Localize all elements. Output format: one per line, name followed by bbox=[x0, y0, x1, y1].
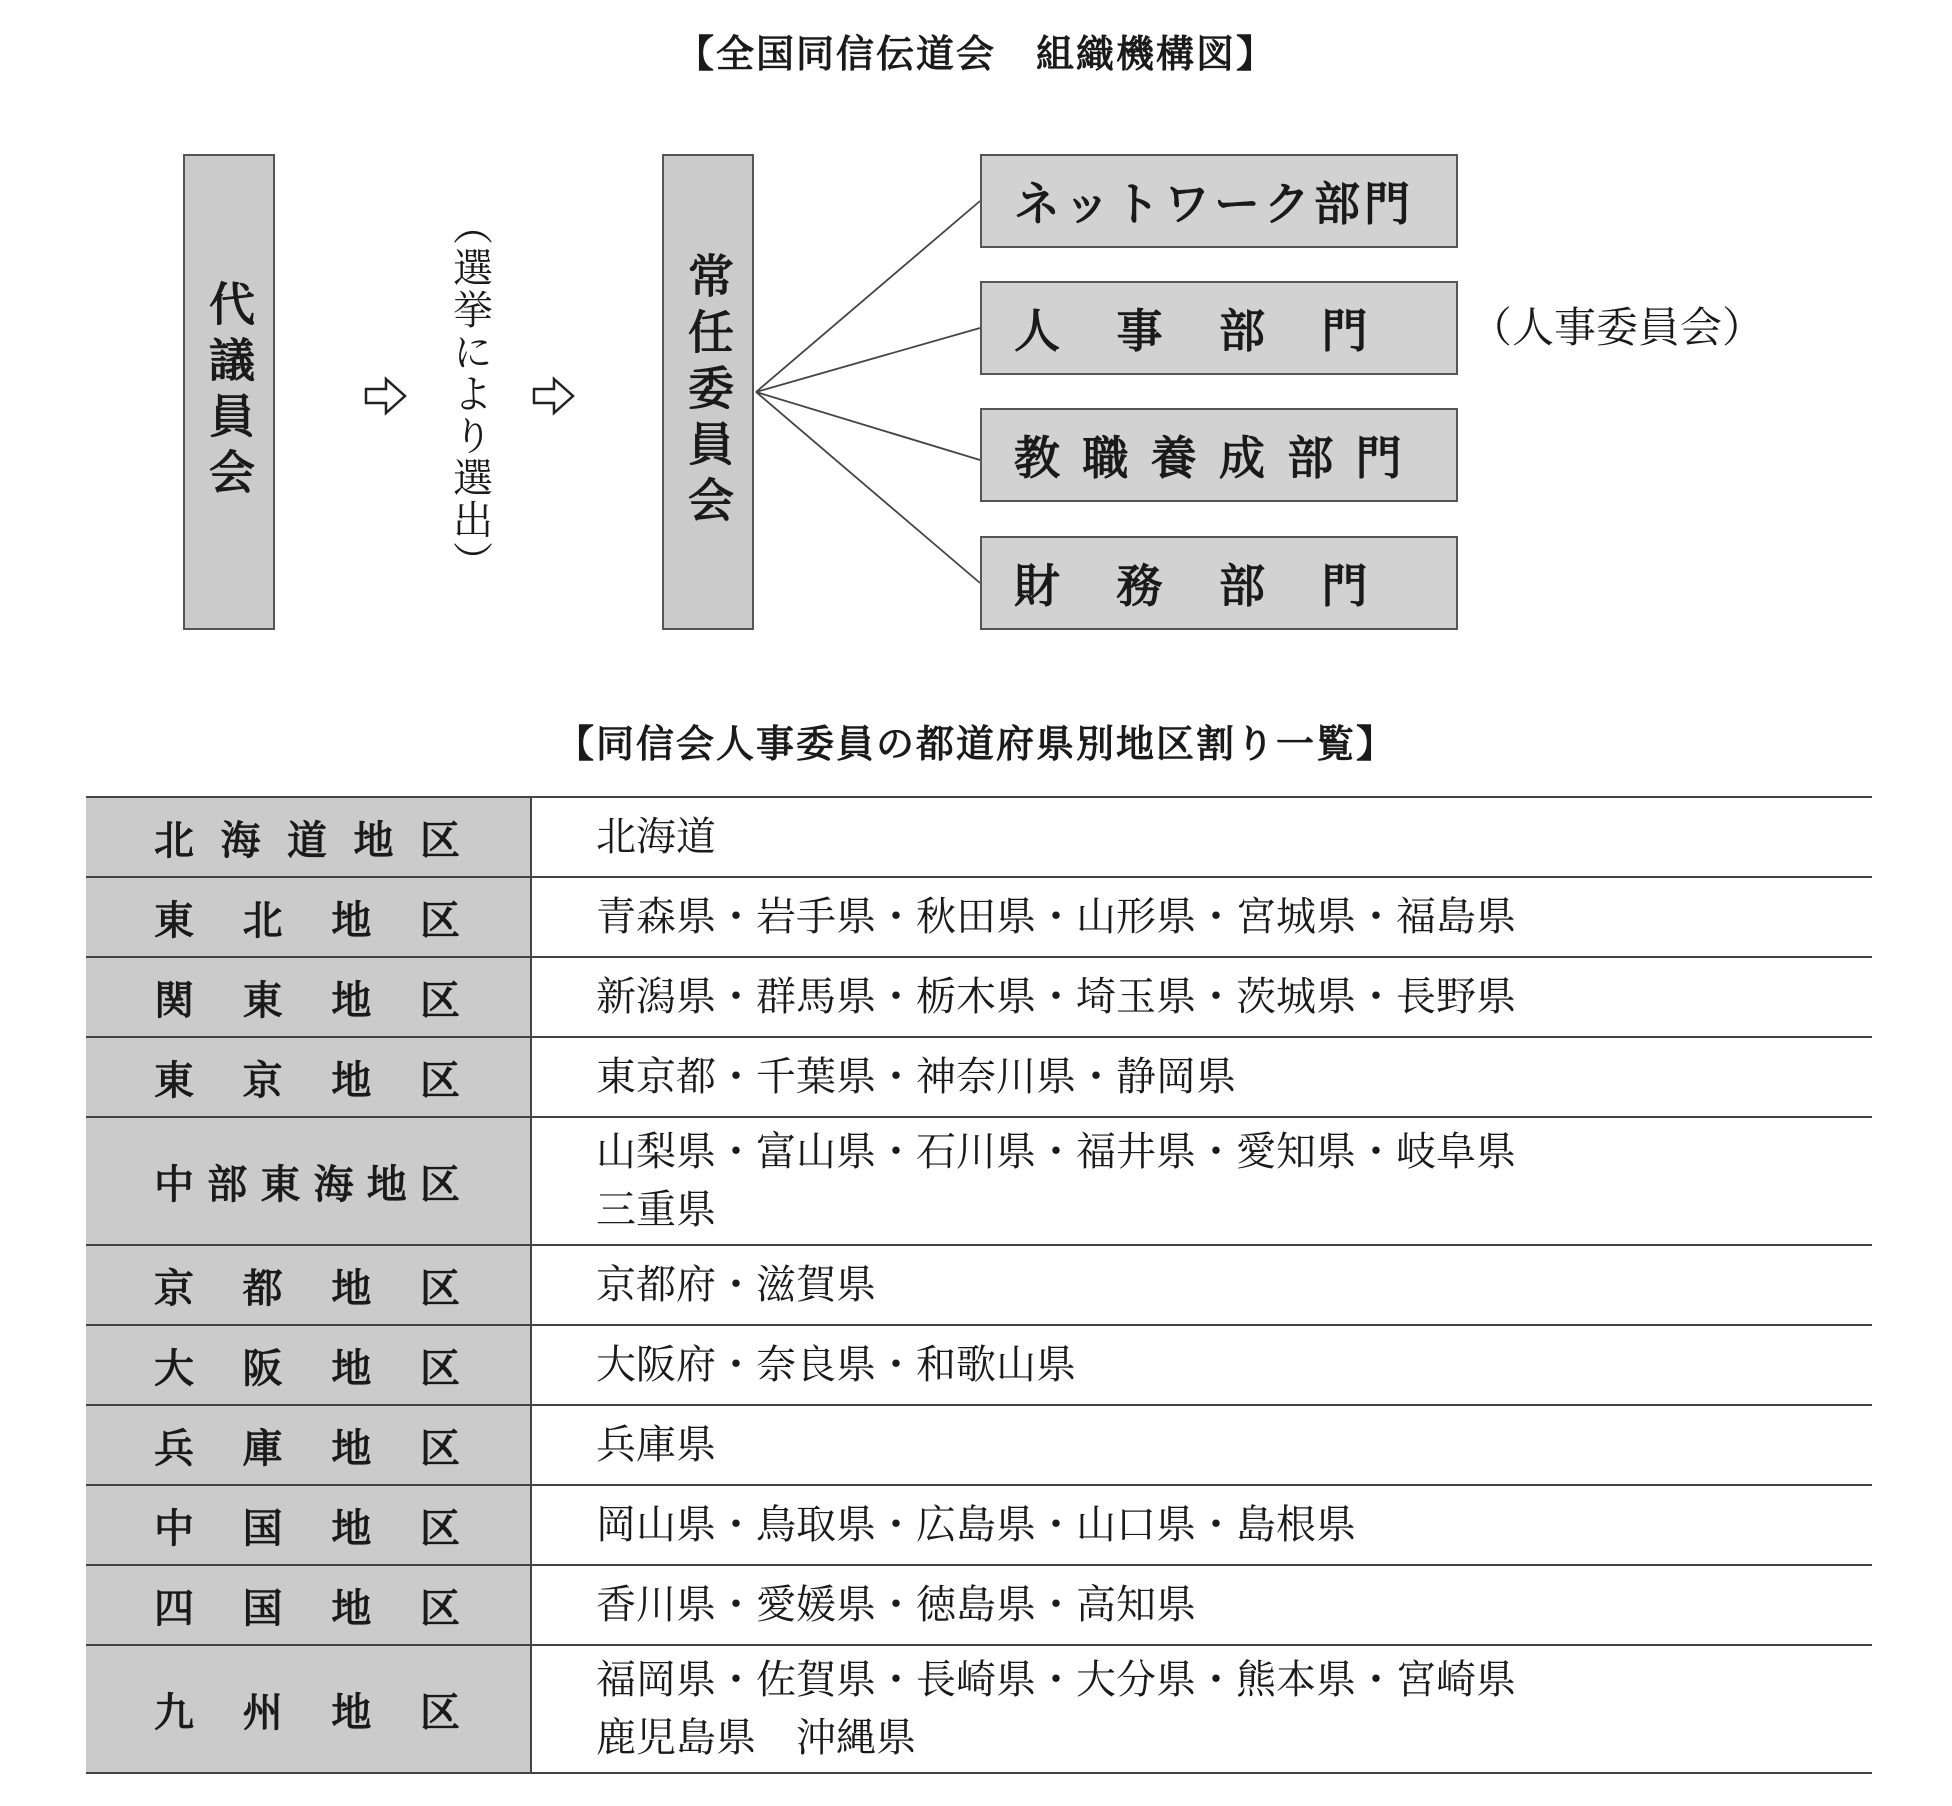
region-name-cell bbox=[86, 877, 531, 957]
connector-line bbox=[756, 201, 980, 392]
hr-committee-note: （人事委員会） bbox=[1470, 303, 1765, 352]
region-name-cell bbox=[86, 1117, 531, 1245]
region-name-cell bbox=[86, 957, 531, 1037]
dept-finance-box bbox=[980, 536, 1458, 630]
region-row bbox=[86, 797, 1872, 877]
region-row bbox=[86, 1245, 1872, 1325]
region-name: 東 北 地 区 bbox=[154, 897, 460, 944]
region-name-cell bbox=[86, 1645, 531, 1773]
prefecture-list-cell bbox=[531, 1405, 1872, 1485]
region-name: 大 阪 地 区 bbox=[154, 1345, 460, 1392]
region-row bbox=[86, 1485, 1872, 1565]
region-row bbox=[86, 1325, 1872, 1405]
prefecture-list-cell bbox=[531, 1325, 1872, 1405]
dept-personnel-box bbox=[980, 281, 1458, 375]
region-row bbox=[86, 1117, 1872, 1245]
prefecture-list-cell bbox=[531, 1117, 1872, 1245]
prefecture-list: 新潟県・群馬県・栃木県・埼玉県・茨城県・長野県 bbox=[596, 974, 1516, 1020]
prefecture-list-cell bbox=[531, 1565, 1872, 1645]
prefecture-list: 東京都・千葉県・神奈川県・静岡県 bbox=[596, 1054, 1236, 1100]
connector-line bbox=[756, 392, 980, 460]
prefecture-list: 京都府・滋賀県 bbox=[596, 1262, 876, 1308]
prefecture-list-cell bbox=[531, 797, 1872, 877]
dept-clergy-training-box bbox=[980, 408, 1458, 502]
region-name-cell bbox=[86, 1405, 531, 1485]
standing-committee-label: 常任委員会 bbox=[681, 252, 735, 532]
prefecture-list: 兵庫県 bbox=[596, 1422, 716, 1468]
right-arrow-icon bbox=[530, 374, 578, 418]
region-name: 関 東 地 区 bbox=[154, 977, 460, 1024]
prefecture-list: 三重県 bbox=[596, 1187, 716, 1233]
region-name-cell bbox=[86, 1245, 531, 1325]
dept-label: 人 事 部 門 bbox=[1014, 304, 1368, 358]
prefecture-list-cell bbox=[531, 1645, 1872, 1773]
region-name: 東 京 地 区 bbox=[154, 1057, 460, 1104]
delegates-box bbox=[183, 154, 275, 630]
prefecture-list: 青森県・岩手県・秋田県・山形県・宮城県・福島県 bbox=[596, 894, 1516, 940]
dept-network-box bbox=[980, 154, 1458, 248]
region-row bbox=[86, 1405, 1872, 1485]
region-table-body bbox=[86, 797, 1872, 1773]
region-name-cell bbox=[86, 1485, 531, 1565]
org-chart-title: 【全国同信伝道会 組織機構図】 bbox=[675, 32, 1276, 76]
region-row bbox=[86, 1565, 1872, 1645]
region-name-cell bbox=[86, 1037, 531, 1117]
prefecture-list-cell bbox=[531, 877, 1872, 957]
connector-line bbox=[756, 392, 980, 583]
region-name: 京 都 地 区 bbox=[154, 1265, 460, 1312]
prefecture-list: 鹿児島県 沖縄県 bbox=[596, 1715, 916, 1761]
region-table-title: 【同信会人事委員の都道府県別地区割り一覧】 bbox=[555, 722, 1396, 766]
region-row bbox=[86, 877, 1872, 957]
election-note bbox=[440, 205, 500, 585]
prefecture-list: 山梨県・富山県・石川県・福井県・愛知県・岐阜県 bbox=[596, 1129, 1516, 1175]
delegates-label: 代議員会 bbox=[202, 280, 256, 504]
region-table bbox=[86, 796, 1872, 1774]
region-name: 北 海 道 地 区 bbox=[154, 817, 460, 864]
prefecture-list: 大阪府・奈良県・和歌山県 bbox=[596, 1342, 1076, 1388]
standing-committee-box bbox=[662, 154, 754, 630]
prefecture-list-cell bbox=[531, 957, 1872, 1037]
region-name-cell bbox=[86, 1325, 531, 1405]
region-name: 中 国 地 区 bbox=[154, 1505, 460, 1552]
region-name: 兵 庫 地 区 bbox=[154, 1425, 460, 1472]
region-name: 四 国 地 区 bbox=[154, 1585, 460, 1632]
region-name-cell bbox=[86, 797, 531, 877]
region-name-cell bbox=[86, 1565, 531, 1645]
right-arrow-icon bbox=[362, 374, 410, 418]
connector-line bbox=[756, 328, 980, 392]
region-row bbox=[86, 957, 1872, 1037]
dept-label: 財 務 部 門 bbox=[1014, 559, 1368, 613]
dept-label: 教 職 養 成 部 門 bbox=[1014, 431, 1402, 485]
prefecture-list: 岡山県・鳥取県・広島県・山口県・島根県 bbox=[596, 1502, 1356, 1548]
region-row bbox=[86, 1037, 1872, 1117]
prefecture-list: 香川県・愛媛県・徳島県・高知県 bbox=[596, 1582, 1196, 1628]
region-name: 九 州 地 区 bbox=[154, 1689, 460, 1736]
election-note-text: （選挙により選出） bbox=[446, 205, 493, 583]
prefecture-list-cell bbox=[531, 1485, 1872, 1565]
prefecture-list: 北海道 bbox=[596, 814, 716, 860]
region-row bbox=[86, 1645, 1872, 1773]
prefecture-list: 福岡県・佐賀県・長崎県・大分県・熊本県・宮崎県 bbox=[596, 1657, 1516, 1703]
dept-label: ネットワーク部門 bbox=[1014, 177, 1414, 231]
region-name: 中 部 東 海 地 区 bbox=[154, 1161, 460, 1208]
prefecture-list-cell bbox=[531, 1037, 1872, 1117]
prefecture-list-cell bbox=[531, 1245, 1872, 1325]
